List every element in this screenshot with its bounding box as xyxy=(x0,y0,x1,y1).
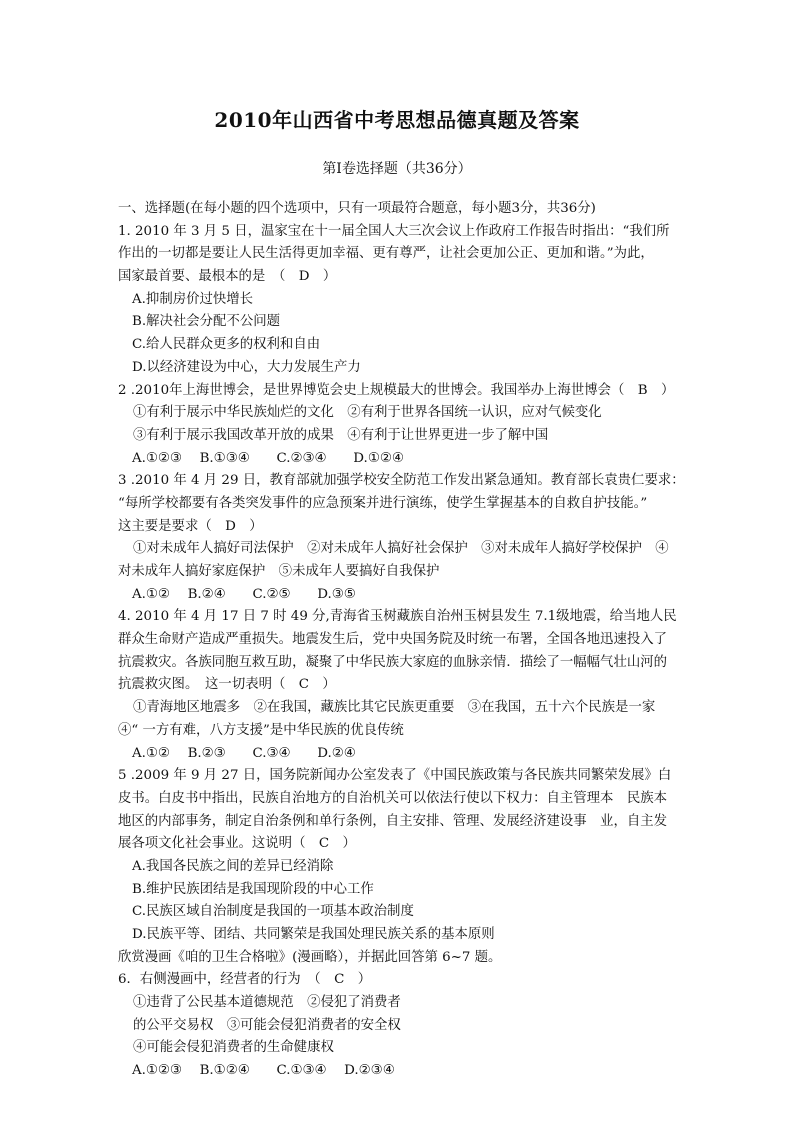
text-line: 对未成年人搞好家庭保护 ⑤未成年人要搞好自我保护 xyxy=(118,564,440,579)
text-line: ①有利于展示中华民族灿烂的文化 ②有利于世界各国统一认识，应对气候变化 xyxy=(133,405,602,421)
text-line: 一、选择题(在每小题的四个选项中，只有一项最符合题意，每小题3分，共36分) xyxy=(118,201,596,216)
text-line: 的公平交易权 ③可能会侵犯消费者的安全权 xyxy=(133,1017,401,1033)
text-line: 4. 2010 年 4 月 17 日 7 时 49 分,青海省玉树藏族自治州玉树县发生 7.1级地震，给当地人民 xyxy=(118,609,677,625)
text-line: 5 .2009 年 9 月 27 日，国务院新闻办公室发表了《中国民族政策与各民族共同繁荣发展》白 xyxy=(118,768,672,784)
text-line: A.①② B.②④ C.②⑤ D.③⑤ xyxy=(132,586,356,602)
text-line: C.民族区域自治制度是我国的一项基本政治制度 xyxy=(132,904,414,920)
text-line: ①对未成年人搞好司法保护 ②对未成年人搞好社会保护 ③对未成年人搞好学校保护 ④ xyxy=(133,541,669,557)
document-title: 2010年山西省中考思想品德真题及答案 xyxy=(214,108,580,132)
text-line: 6．右侧漫画中，经营者的行为 （ C ） xyxy=(118,972,372,988)
text-line: 2 .2010年上海世博会，是世界博览会史上规模最大的世博会。我国举办上海世博会（ B ） xyxy=(118,382,675,398)
text-line: 展各项文化社会事业。这说明（ C ） xyxy=(118,836,356,852)
text-line: 群众生命财产造成严重损失。地震发生后，党中央国务院及时统一布署，全国各地迅速投入了 xyxy=(118,632,668,648)
text-line: 作出的一切都是要让人民生活得更加幸福、更有尊严，让社会更加公正、更加和谐。”为此， xyxy=(118,246,654,262)
text-line: 皮书。白皮书中指出，民族自治地方的自治机关可以依法行使以下权力：自主管理本 民族本 xyxy=(118,790,668,806)
text-line: ①违背了公民基本道德规范 ②侵犯了消费者 xyxy=(133,995,401,1011)
text-line: 抗震救灾。各族同胞互救互助，凝聚了中华民族大家庭的血脉亲情．描绘了一幅幅气壮山河的 xyxy=(118,654,668,670)
text-line: A.①②③ B.①③④ C.②③④ D.①②④ xyxy=(132,450,404,466)
text-line: 这主要是要求（ D ） xyxy=(118,518,263,534)
section-subtitle: 第Ⅰ卷选择题（共36分） xyxy=(322,161,472,177)
text-line: ④“ 一方有难，八方支援”是中华民族的优良传统 xyxy=(118,722,404,738)
text-line: 地区的内部事务，制定自治条例和单行条例，自主安排、管理、发展经济建设事 业，自主发 xyxy=(118,813,668,829)
text-line: ③有利于展示我国改革开放的成果 ④有利于让世界更进一步了解中国 xyxy=(133,427,549,443)
text-line: D.民族平等、团结、共同繁荣是我国处理民族关系的基本原则 xyxy=(132,927,495,942)
text-line: 国家最首要、最根本的是 （ D ） xyxy=(118,269,337,285)
text-line: A.抑制房价过快增长 xyxy=(132,291,254,307)
text-line: ④可能会侵犯消费者的生命健康权 xyxy=(133,1040,334,1056)
text-line: 抗震救灾图。 这一切表明（ C ） xyxy=(118,677,336,693)
text-line: 欣赏漫画《咱的卫生合格啦》(漫画略），并据此回答第 6~7 题。 xyxy=(118,949,502,965)
text-line: A.①② B.②③ C.③④ D.②④ xyxy=(132,745,356,761)
text-line: ①青海地区地震多 ②在我国，藏族比其它民族更重要 ③在我国，五十六个民族是一家 xyxy=(133,700,656,716)
text-line: “每所学校都要有各类突发事件的应急预案并进行演练，使学生掌握基本的自救自护技能。” xyxy=(118,495,648,511)
question-content xyxy=(118,198,698,1083)
text-line: 3 .2010 年 4 月 29 日，教育部就加强学校安全防范工作发出紧急通知。教育部长袁贵仁要求： xyxy=(118,473,685,489)
text-line: A.我国各民族之间的差异已经消除 xyxy=(132,858,334,874)
text-line: C.给人民群众更多的权利和自由 xyxy=(132,337,321,353)
text-line: A.①②③ B.①②④ C.①③④ D.②③④ xyxy=(132,1063,395,1079)
text-line: D.以经济建设为中心，大力发展生产力 xyxy=(132,359,361,375)
text-line: 1. 2010 年 3 月 5 日，温家宝在十一届全国人大三次会议上作政府工作报告时指出：“我们所 xyxy=(118,223,670,239)
text-line: B.维护民族团结是我国现阶段的中心工作 xyxy=(132,881,374,897)
text-line: B.解决社会分配不公问题 xyxy=(132,314,281,330)
